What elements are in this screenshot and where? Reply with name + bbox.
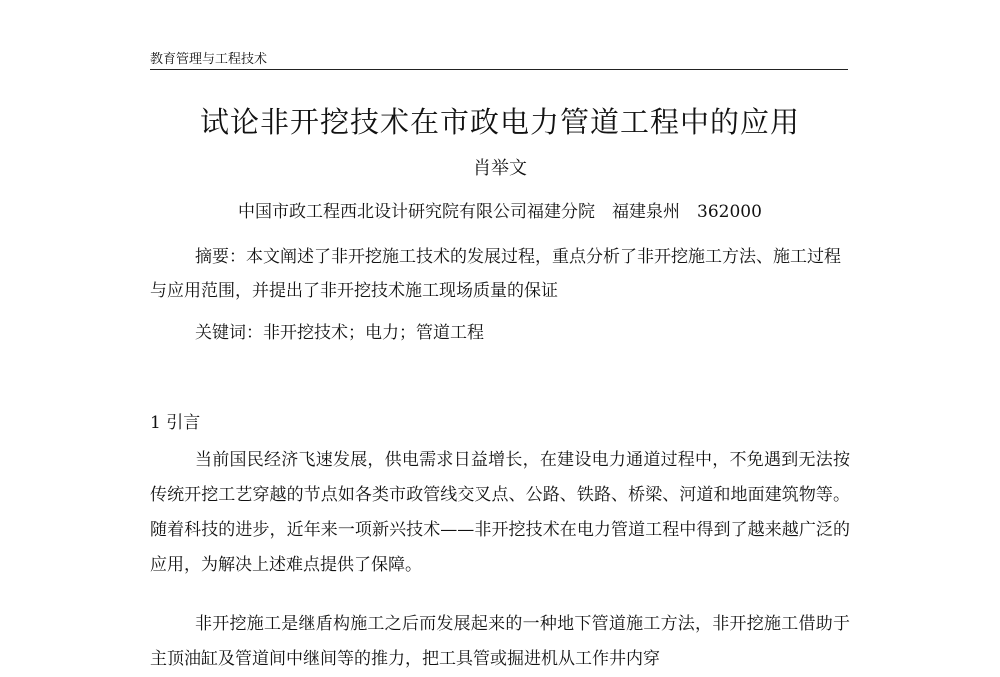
author-affiliation: 中国市政工程西北设计研究院有限公司福建分院 福建泉州 362000 xyxy=(238,202,762,222)
body-paragraph: 当前国民经济飞速发展，供电需求日益增长，在建设电力通道过程中，不免遇到无法按传统开挖工艺穿越的节点如各类市政管线交叉点、公路、铁路、桥梁、河道和地面建筑物等。随着科技的进步，近年来一项新兴技术——非开挖技术在电力管道工程中得到了越来越广泛的应用，为解决上述难点提供了保障。 xyxy=(150,450,850,575)
keywords: 关键词：非开挖技术；电力；管道工程 xyxy=(195,323,484,343)
running-header xyxy=(150,44,848,70)
author-name: 肖举文 xyxy=(473,158,527,179)
abstract xyxy=(150,240,850,308)
body-paragraph: 非开挖施工是继盾构施工之后而发展起来的一种地下管道施工方法，非开挖施工借助于主顶油缸及管道间中继间等的推力，把工具管或掘进机从工作井内穿 xyxy=(150,614,850,669)
paper-title: 试论非开挖技术在市政电力管道工程中的应用 xyxy=(199,105,800,139)
journal-name: 教育管理与工程技术 xyxy=(150,52,268,67)
abstract-text: 摘要：本文阐述了非开挖施工技术的发展过程，重点分析了非开挖施工方法、施工过程与应用范围，并提出了非开挖技术施工现场质量的保证 xyxy=(150,247,841,301)
section-heading: 1 引言 xyxy=(150,413,201,433)
